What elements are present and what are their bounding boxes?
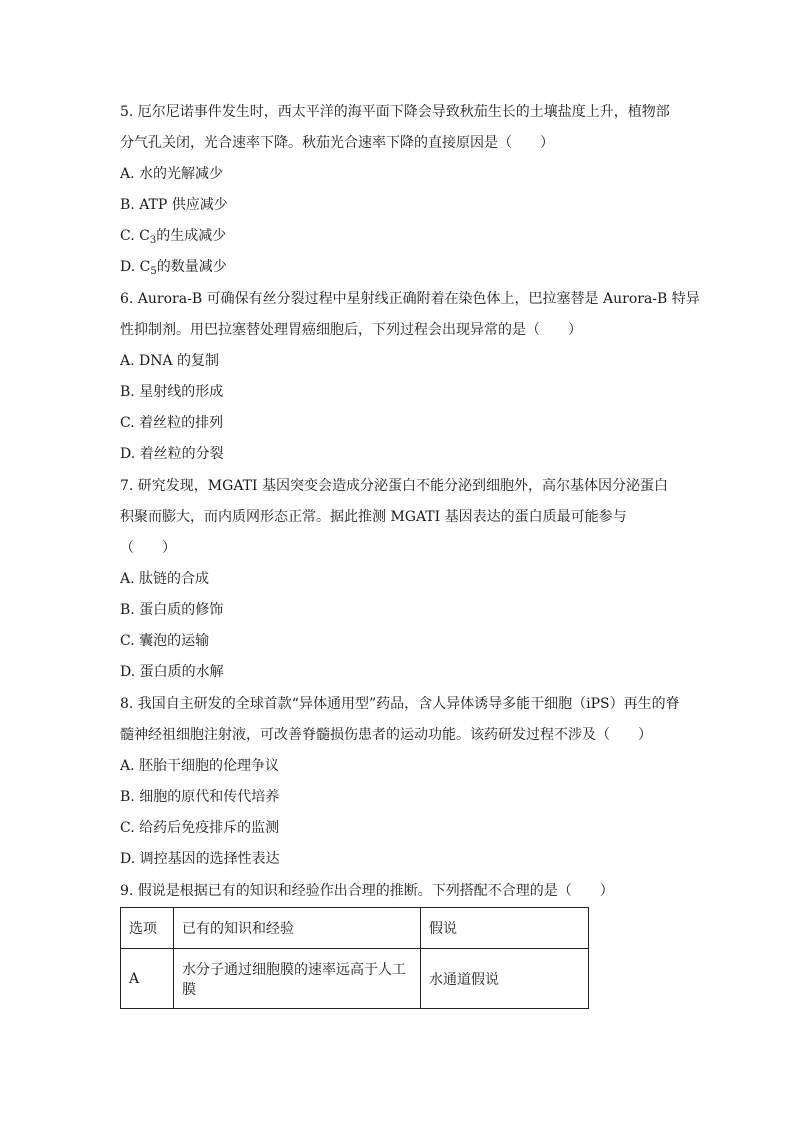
q7-stem-line1: 7. 研究发现，MGATI 基因突变会造成分泌蛋白不能分泌到细胞外，高尔基体因分泌蛋白 bbox=[120, 478, 668, 494]
q5-option-d-subscript: 5 bbox=[150, 266, 157, 277]
q5-option-c-subscript: 3 bbox=[149, 235, 157, 246]
q8-stem-line1: 8. 我国自主研发的全球首款“异体通用型”药品，含人异体诱导多能干细胞（iPS）再生的脊 bbox=[120, 696, 680, 712]
q6-stem-line1: 6. Aurora-B 可确保有丝分裂过程中星射线正确附着在染色体上，巴拉塞替是 Aurora-B 特异 bbox=[120, 291, 700, 307]
q5-option-c-prefix: C. C bbox=[120, 228, 150, 244]
q5-option-c[interactable] bbox=[120, 226, 226, 246]
table-header-cell: 假说 bbox=[421, 908, 589, 949]
q7-option-a[interactable]: A. 肽链的合成 bbox=[120, 571, 210, 587]
q5-option-c-text: 的生成减少 bbox=[156, 228, 227, 244]
q6-option-c[interactable]: C. 着丝粒的排列 bbox=[120, 415, 224, 431]
q7-stem-line3: （ ） bbox=[120, 540, 176, 556]
q8-option-c[interactable]: C. 给药后免疫排斥的监测 bbox=[120, 820, 280, 836]
table-cell-knowledge: 水分子通过细胞膜的速率远高于人工膜 bbox=[174, 949, 421, 1009]
q5-stem-line2: 分气孔关闭，光合速率下降。秋茄光合速率下降的直接原因是（ ） bbox=[120, 135, 554, 151]
q7-option-d[interactable]: D. 蛋白质的水解 bbox=[120, 664, 224, 680]
q8-option-a[interactable]: A. 胚胎干细胞的伦理争议 bbox=[120, 758, 280, 774]
q7-option-c[interactable]: C. 囊泡的运输 bbox=[120, 633, 210, 649]
table-cell-hypothesis: 水通道假说 bbox=[421, 949, 589, 1009]
q6-option-b[interactable]: B. 星射线的形成 bbox=[120, 384, 224, 400]
q6-stem-line2: 性抑制剂。用巴拉塞替处理胃癌细胞后，下列过程会出现异常的是（ ） bbox=[120, 322, 582, 338]
table-header-cell: 选项 bbox=[121, 908, 174, 949]
q8-option-b[interactable]: B. 细胞的原代和传代培养 bbox=[120, 789, 280, 805]
q5-stem-line1: 5. 厄尔尼诺事件发生时，西太平洋的海平面下降会导致秋茄生长的土壤盐度上升，植物部 bbox=[120, 104, 670, 120]
table-header-row bbox=[121, 908, 589, 949]
q8-option-d[interactable]: D. 调控基因的选择性表达 bbox=[120, 851, 280, 867]
q5-option-b[interactable]: B. ATP 供应减少 bbox=[120, 197, 228, 213]
q9-stem-line1: 9. 假说是根据已有的知识和经验作出合理的推断。下列搭配不合理的是（ ） bbox=[120, 883, 614, 899]
q7-option-b[interactable]: B. 蛋白质的修饰 bbox=[120, 602, 224, 618]
q6-option-a[interactable]: A. DNA 的复制 bbox=[120, 353, 220, 369]
q5-option-a[interactable]: A. 水的光解减少 bbox=[120, 166, 224, 182]
q7-stem-line2: 积聚而膨大，而内质网形态正常。据此推测 MGATI 基因表达的蛋白质最可能参与 bbox=[120, 509, 627, 525]
table-header-cell: 已有的知识和经验 bbox=[174, 908, 421, 949]
q5-option-d-text: 的数量减少 bbox=[156, 259, 227, 275]
q8-stem-line2: 髓神经祖细胞注射液，可改善脊髓损伤患者的运动功能。该药研发过程不涉及（ ） bbox=[120, 727, 652, 743]
q5-option-d-prefix: D. C bbox=[120, 259, 151, 275]
q5-option-d[interactable] bbox=[120, 257, 227, 277]
table-cell-option: A bbox=[121, 949, 174, 1009]
table-row bbox=[121, 949, 589, 1009]
q6-option-d[interactable]: D. 着丝粒的分裂 bbox=[120, 446, 224, 462]
q9-hypothesis-table bbox=[120, 907, 589, 1009]
